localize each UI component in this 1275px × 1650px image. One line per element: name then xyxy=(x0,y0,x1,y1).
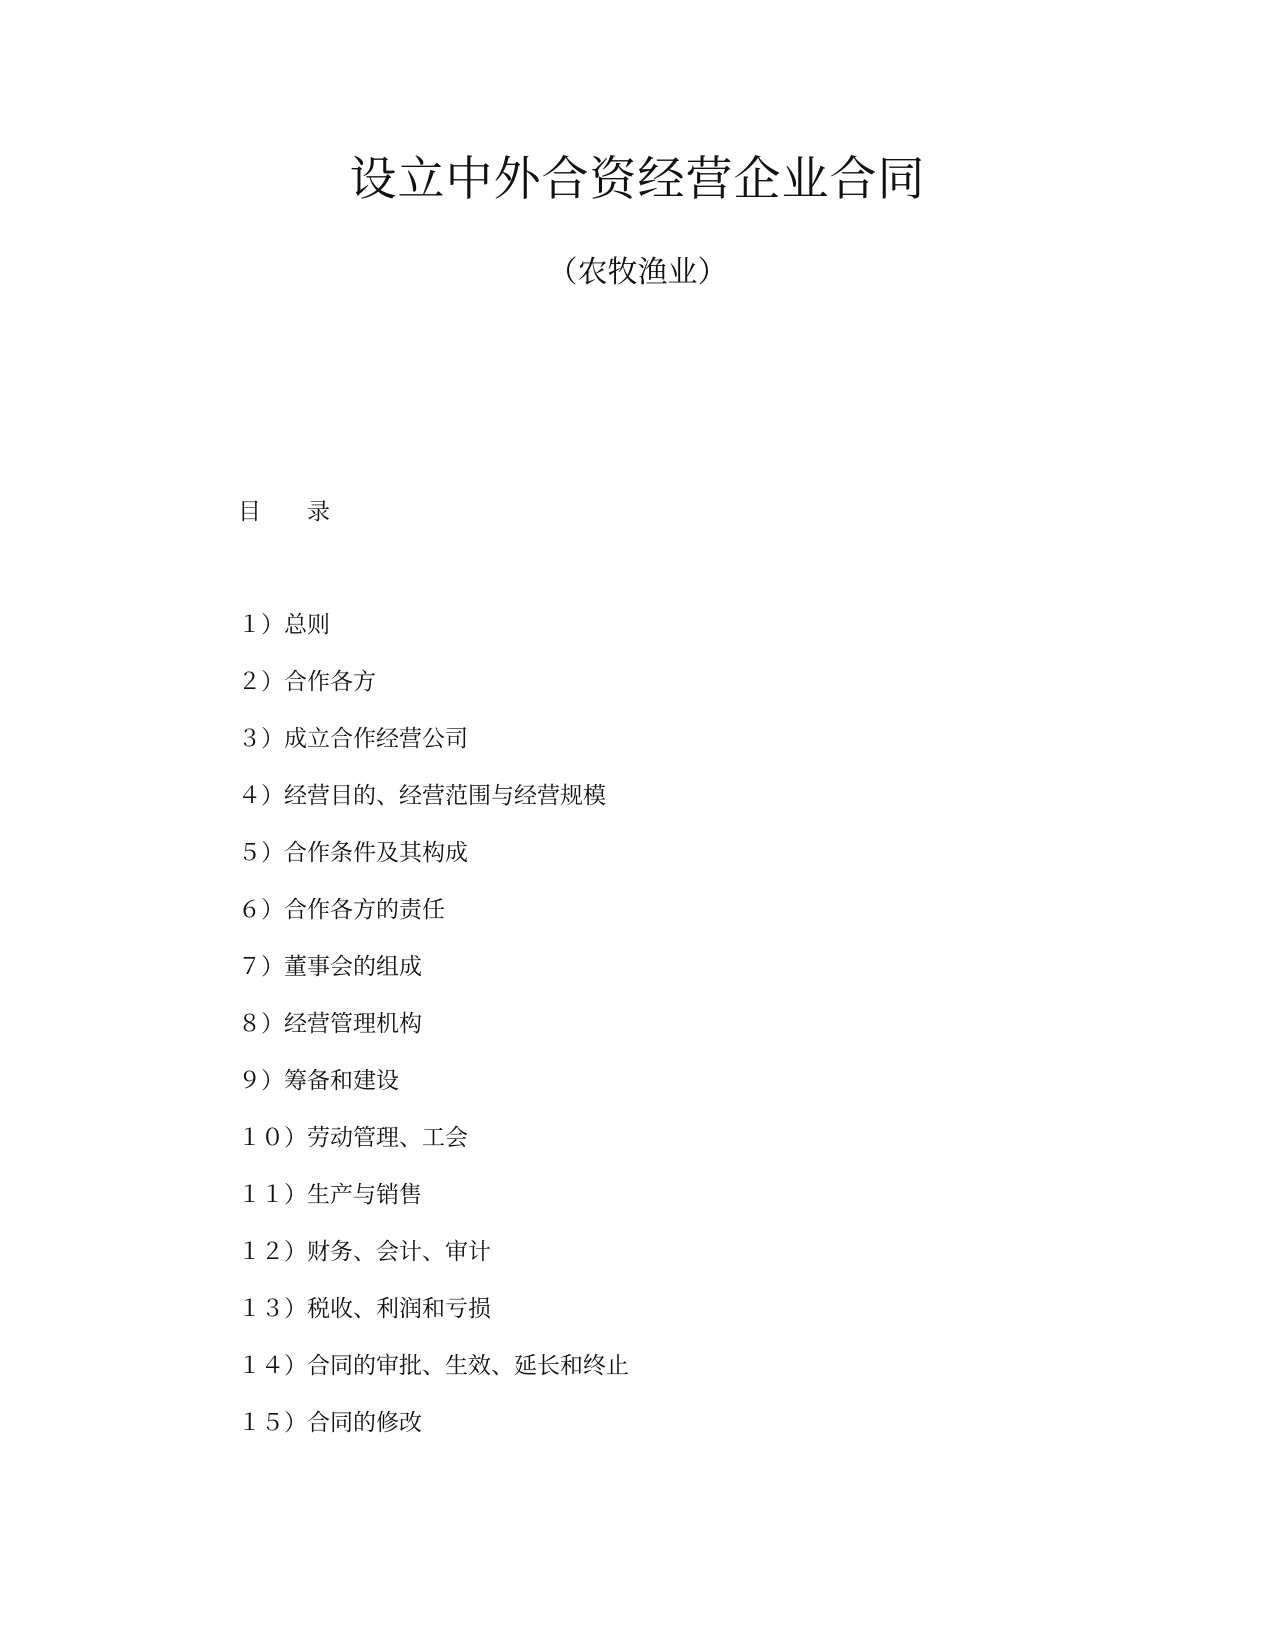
toc-item-11: １１）生产与销售 xyxy=(238,1182,422,1208)
toc-item-10: １０）劳动管理、工会 xyxy=(238,1125,468,1151)
toc-item-8: ８）经营管理机构 xyxy=(238,1011,422,1037)
toc-item-4: ４）经营目的、经营范围与经营规模 xyxy=(238,783,606,809)
toc-item-12: １２）财务、会计、审计 xyxy=(238,1239,491,1265)
toc-item-2: ２）合作各方 xyxy=(238,669,376,695)
toc-item-15: １５）合同的修改 xyxy=(238,1410,422,1436)
toc-item-13: １３）税收、利润和亏损 xyxy=(238,1296,491,1322)
toc-item-5: ５）合作条件及其构成 xyxy=(238,840,468,866)
document-subtitle: （农牧渔业） xyxy=(547,255,728,290)
toc-item-14: １４）合同的审批、生效、延长和终止 xyxy=(238,1353,629,1379)
toc-item-7: ７）董事会的组成 xyxy=(238,954,422,980)
toc-item-3: ３）成立合作经营公司 xyxy=(238,726,468,752)
toc-item-9: ９）筹备和建设 xyxy=(238,1068,399,1094)
document-title: 设立中外合资经营企业合同 xyxy=(349,152,926,207)
toc-item-1: １）总则 xyxy=(238,612,330,638)
toc-heading: 目 录 xyxy=(238,499,330,525)
table-of-contents xyxy=(238,610,629,1465)
toc-item-6: ６）合作各方的责任 xyxy=(238,897,445,923)
